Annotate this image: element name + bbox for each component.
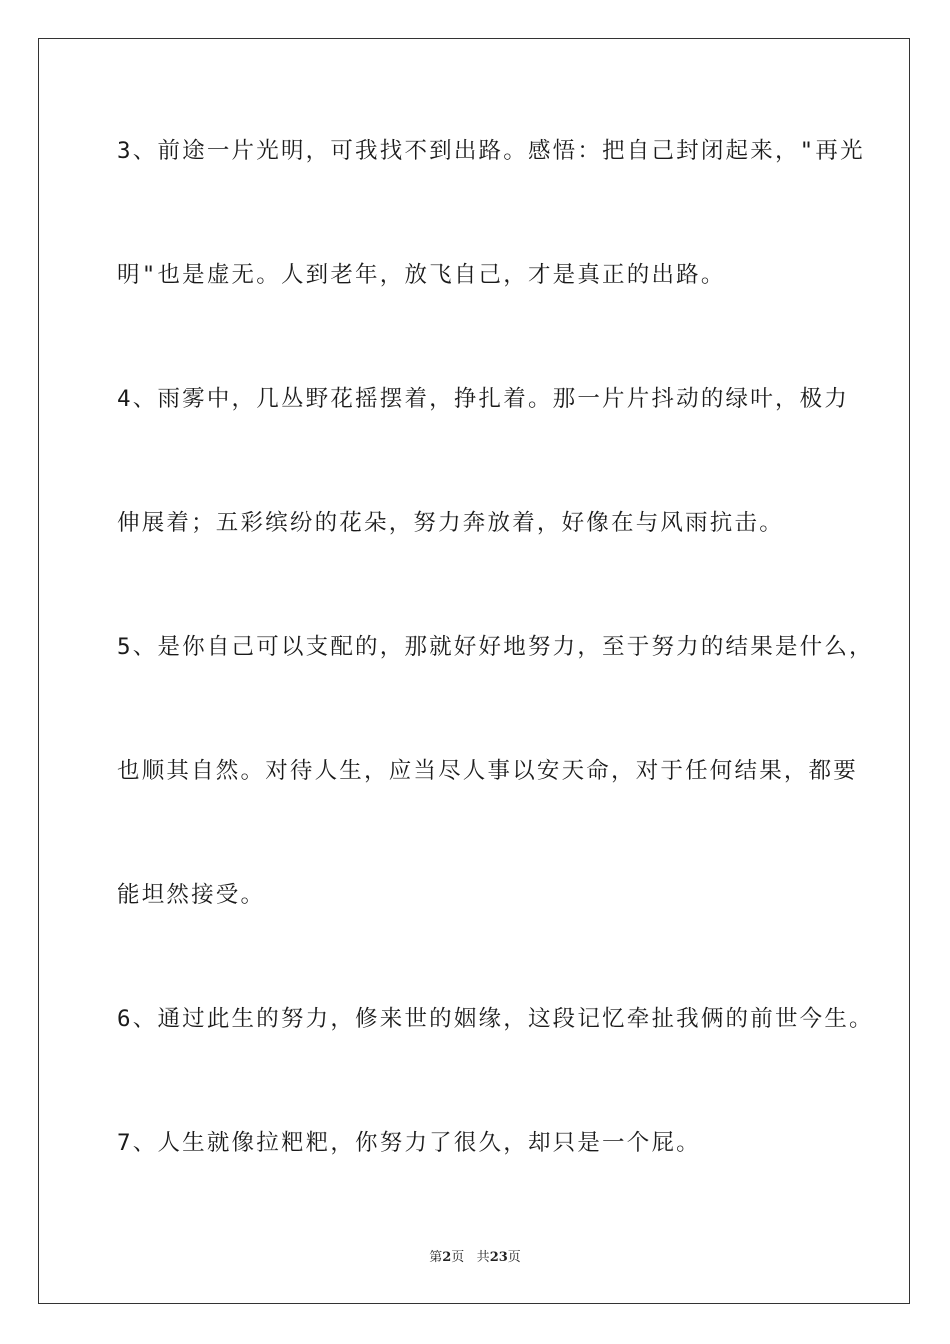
footer-page-prefix: 第: [429, 1250, 443, 1265]
page-border: [38, 38, 910, 1304]
text-line-4: 伸展着；五彩缤纷的花朵，努力奔放着，好像在与风雨抗击。: [117, 510, 784, 536]
text-line-1: 3、前途一片光明，可我找不到出路。感悟：把自己封闭起来，"再光: [117, 138, 865, 164]
text-line-3: 4、雨雾中，几丛野花摇摆着，挣扎着。那一片片抖动的绿叶，极力: [117, 386, 850, 412]
text-line-5: 5、是你自己可以支配的，那就好好地努力，至于努力的结果是什么，: [117, 634, 874, 660]
footer-page-number: 2: [442, 1250, 452, 1265]
text-line-6: 也顺其自然。对待人生，应当尽人事以安天命，对于任何结果，都要: [117, 758, 859, 784]
text-line-7: 能坦然接受。: [117, 882, 266, 908]
footer-total-suffix: 页: [507, 1250, 521, 1265]
text-line-8: 6、通过此生的努力，修来世的姻缘，这段记忆牵扯我俩的前世今生。: [117, 1006, 874, 1032]
footer-page-suffix: 页: [451, 1250, 465, 1265]
footer-total-prefix: 共: [476, 1250, 490, 1265]
text-line-9: 7、人生就像拉粑粑，你努力了很久，却只是一个屁。: [117, 1130, 701, 1156]
footer-total-pages: 23: [489, 1250, 508, 1265]
page-footer: [0, 1246, 950, 1265]
text-line-2: 明"也是虚无。人到老年，放飞自己，才是真正的出路。: [117, 262, 726, 288]
